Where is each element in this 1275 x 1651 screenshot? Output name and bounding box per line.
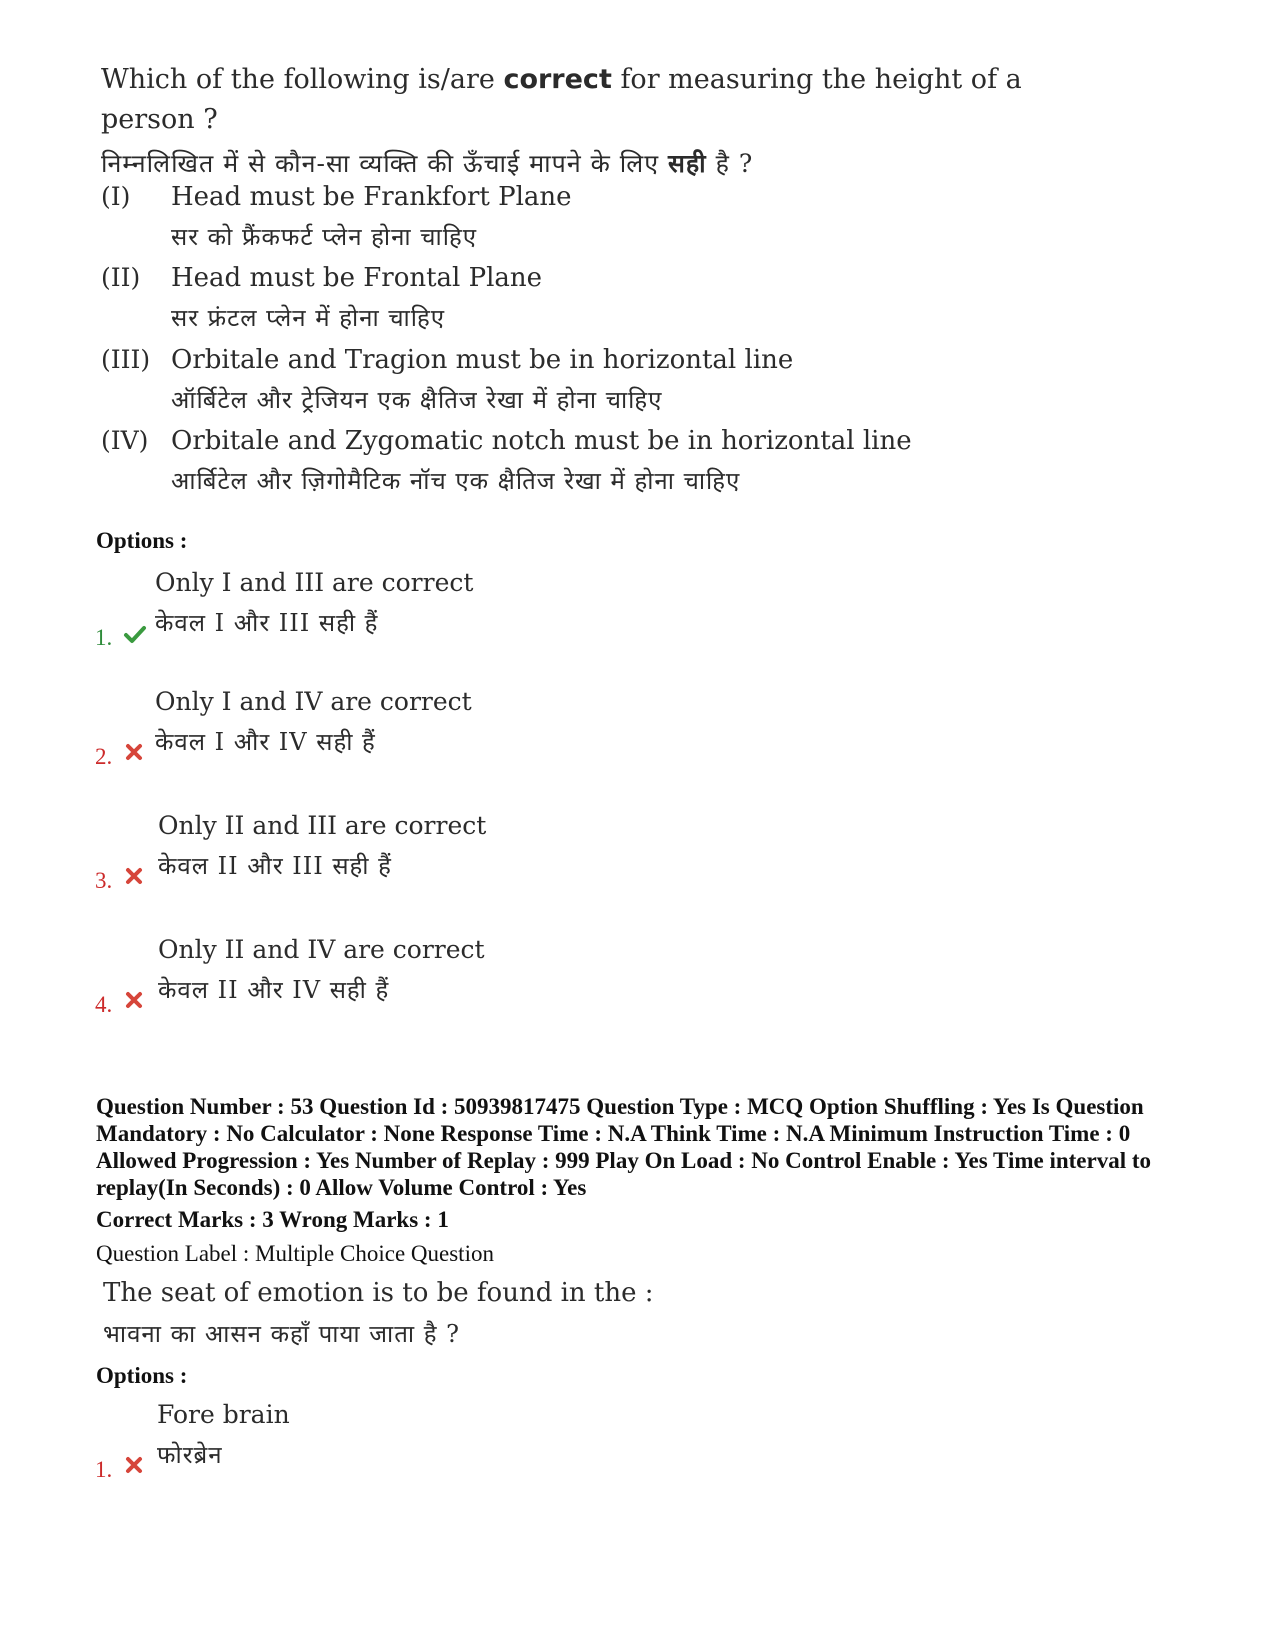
option-1[interactable]: [95, 1396, 795, 1506]
statement-text-hi: ऑर्बिटेल और ट्रेजियन एक क्षैतिज रेखा में होना चाहिए: [171, 386, 663, 414]
statement-text-en: Head must be Frankfort Plane: [171, 182, 572, 212]
question-meta: Question Number : 53 Question Id : 50939817475 Question Type : MCQ Option Shuffling : Yes Is Question Mandatory : No Calculator : None Response Time : N.A Think Time : N.A Minimum Instruction Time : 0 Allowed Progression : Yes Number of Replay : 999 Play On Load : No Control Enable : Yes Time interval to replay(In Seconds) : 0 Allow Volume Control : Yes: [96, 1094, 1152, 1200]
question-1-text-hi-bold: सही: [668, 149, 707, 178]
question-1-text-hi-part1: निम्नलिखित में से कौन-सा व्यक्ति की ऊँचाई मापने के लिए: [101, 149, 668, 178]
option-text-hi: केवल I और III सही हैं: [155, 609, 379, 637]
option-number: 1.: [95, 1457, 113, 1482]
option-4[interactable]: [95, 931, 795, 1041]
option-3[interactable]: [95, 807, 795, 917]
option-text-hi: फोरब्रेन: [157, 1441, 223, 1469]
option-1[interactable]: [95, 564, 795, 674]
cross-icon: [123, 865, 147, 889]
question-2-text-hi: भावना का आसन कहाँ पाया जाता है ?: [103, 1320, 460, 1348]
statement-number: (III): [101, 345, 151, 374]
question-2-text-en: The seat of emotion is to be found in the :: [103, 1278, 654, 1308]
question-1-text-hi-part2: है ?: [706, 149, 754, 178]
question-marks: Correct Marks : 3 Wrong Marks : 1: [96, 1207, 449, 1232]
question-1-text-en-part2: for measuring the height of a person ?: [101, 64, 1022, 135]
option-2[interactable]: [95, 683, 795, 793]
check-icon: [123, 622, 147, 646]
statement-number: (II): [101, 263, 141, 292]
question-1-text-en-part1: Which of the following is/are: [101, 64, 504, 95]
option-text-hi: केवल II और III सही हैं: [158, 852, 392, 880]
option-text-en: Only I and III are correct: [155, 568, 474, 597]
option-text-hi: केवल II और IV सही हैं: [158, 976, 390, 1004]
option-number: 2.: [95, 744, 113, 769]
options-heading: Options :: [96, 1363, 188, 1388]
statement-text-en: Head must be Frontal Plane: [171, 263, 543, 293]
cross-icon: [123, 741, 147, 765]
question-1-text-en: [101, 60, 1061, 140]
question-1-text-en-bold: correct: [503, 64, 612, 95]
cross-icon: [123, 1454, 147, 1478]
statement-text-en: Orbitale and Tragion must be in horizontal line: [171, 345, 794, 375]
statement-text-hi: सर को फ्रैंकफर्ट प्लेन होना चाहिए: [171, 223, 477, 251]
option-text-hi: केवल I और IV सही हैं: [155, 728, 376, 756]
option-number: 3.: [95, 868, 113, 893]
option-number: 4.: [95, 992, 113, 1017]
option-text-en: Only II and III are correct: [158, 811, 487, 840]
statement-text-hi: आर्बिटेल और ज़िगोमैटिक नॉच एक क्षैतिज रेखा में होना चाहिए: [171, 467, 741, 495]
cross-icon: [123, 989, 147, 1013]
option-text-en: Only I and IV are correct: [155, 687, 472, 716]
option-number: 1.: [95, 625, 113, 650]
question-1-text-hi: [101, 146, 753, 182]
statement-number: (IV): [101, 426, 149, 455]
question-label: Question Label : Multiple Choice Question: [96, 1241, 494, 1266]
options-heading: Options :: [96, 528, 188, 553]
option-text-en: Fore brain: [157, 1400, 290, 1429]
option-text-en: Only II and IV are correct: [158, 935, 485, 964]
statement-text-en: Orbitale and Zygomatic notch must be in horizontal line: [171, 426, 912, 456]
statement-number: (I): [101, 182, 131, 211]
statement-text-hi: सर फ्रंटल प्लेन में होना चाहिए: [171, 304, 446, 332]
